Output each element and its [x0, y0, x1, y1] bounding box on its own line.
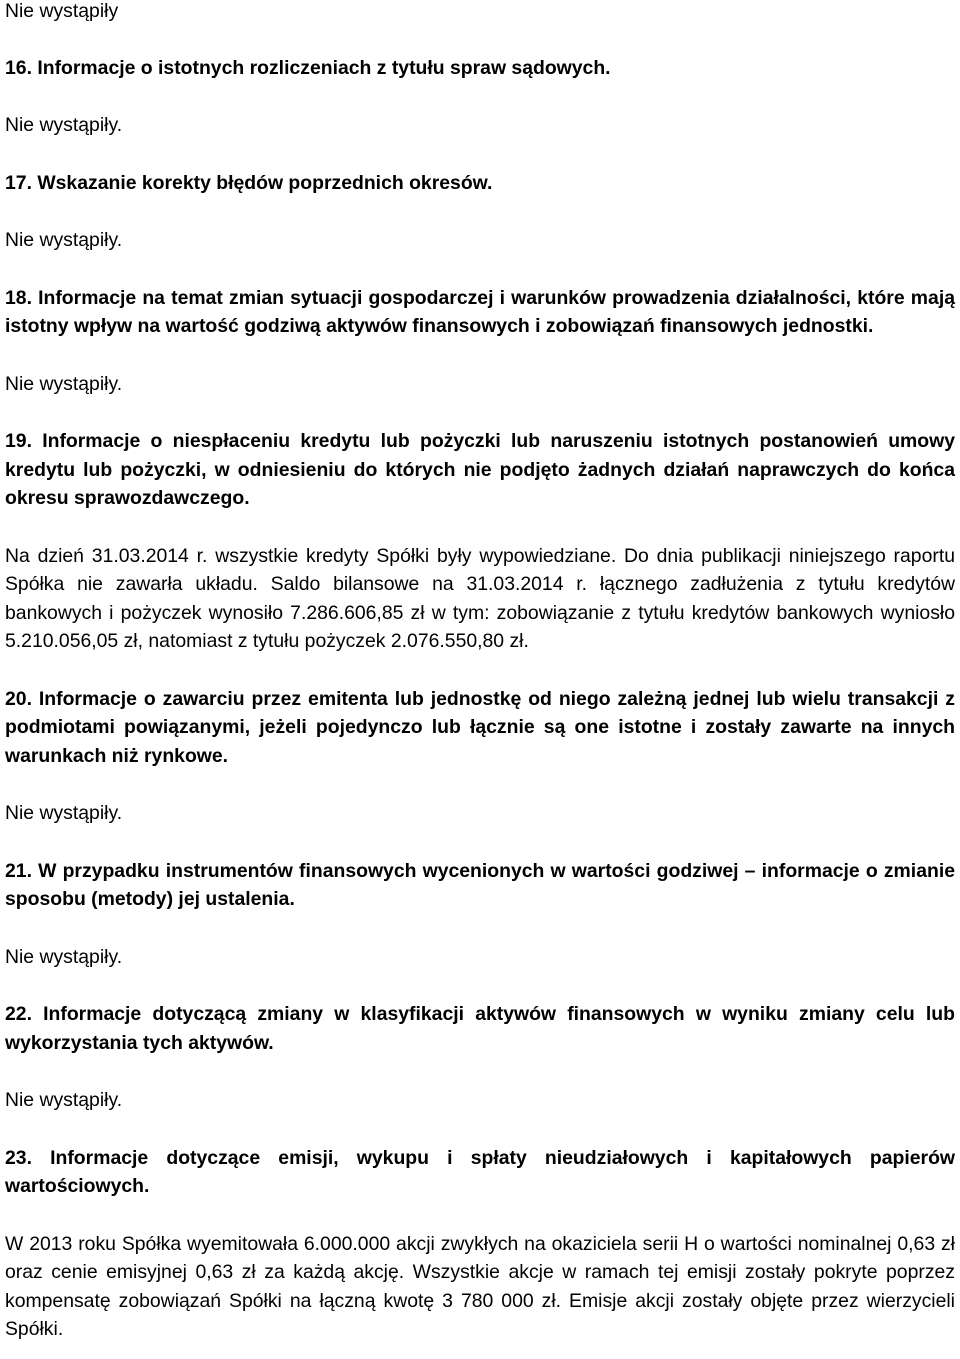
section-17-heading: 17. Wskazanie korekty błędów poprzednich okresów. [5, 171, 493, 194]
section-21-heading: 21. W przypadku instrumentów finansowych wycenionych w wartości godziwej – informacje o zmianie sposobu (metody) jej ustalenia. [5, 859, 955, 910]
section-17-status: Nie wystąpiły. [5, 229, 123, 251]
section-19-body: Na dzień 31.03.2014 r. wszystkie kredyty Spółki były wypowiedziane. Do dnia publikacji niniejszego raportu Spółka nie zawarła układu. Saldo bilansowe na 31.03.2014 r. łącznego zadłużenia z tytułu kredytów bankowych i pożyczek wynosiło 7.286.606,85 zł w tym: zobowiązanie z tytułu kredytów bankowych wyniosło 5.210.056,05 zł, natomiast z tytułu pożyczek 2.076.550,80 zł. [5, 544, 955, 652]
section-20-status: Nie wystąpiły. [5, 802, 123, 824]
section-15-status: Nie wystąpiły [5, 0, 119, 22]
section-22-heading: 22. Informacje dotyczącą zmiany w klasyfikacji aktywów finansowych w wyniku zmiany celu lub wykorzystania tych aktywów. [5, 1003, 955, 1054]
section-19-heading: 19. Informacje o niespłaceniu kredytu lub pożyczki lub naruszeniu istotnych postanowień umowy kredytu lub pożyczki, w odniesieniu do których nie podjęto żadnych działań naprawczych do końca okresu sprawozdawczego. [5, 430, 955, 509]
section-16-heading: 16. Informacje o istotnych rozliczeniach z tytułu spraw sądowych. [5, 56, 611, 79]
section-23-body: W 2013 roku Spółka wyemitowała 6.000.000 akcji zwykłych na okaziciela serii H o wartości nominalnej 0,63 zł oraz cenie emisyjnej 0,63 zł za każdą akcję. Wszystkie akcje w ramach tej emisji zostały pokryte poprzez kompensatę zobowiązań Spółki na łączną kwotę 3 780 000 zł. Emisje akcji zostały objęte przez wierzycieli Spółki. [5, 1232, 955, 1340]
section-22-status: Nie wystąpiły. [5, 1089, 123, 1111]
section-23-heading: 23. Informacje dotyczące emisji, wykupu i spłaty nieudziałowych i kapitałowych papierów wartościowych. [5, 1146, 955, 1197]
section-21-status: Nie wystąpiły. [5, 945, 123, 968]
section-18-heading: 18. Informacje na temat zmian sytuacji gospodarczej i warunków prowadzenia działalności, które mają istotny wpływ na wartość godziwą aktywów finansowych i zobowiązań finansowych jednostki. [5, 286, 955, 337]
document-page [5, 0, 955, 1344]
section-16-status: Nie wystąpiły. [5, 114, 123, 136]
section-20-heading: 20. Informacje o zawarciu przez emitenta lub jednostkę od niego zależną jednej lub wielu transakcji z podmiotami powiązanymi, jeżeli pojedynczo lub łącznie są one istotne i zostały zawarte na innych warunkach niż rynkowe. [5, 687, 955, 767]
section-18-status: Nie wystąpiły. [5, 372, 123, 395]
